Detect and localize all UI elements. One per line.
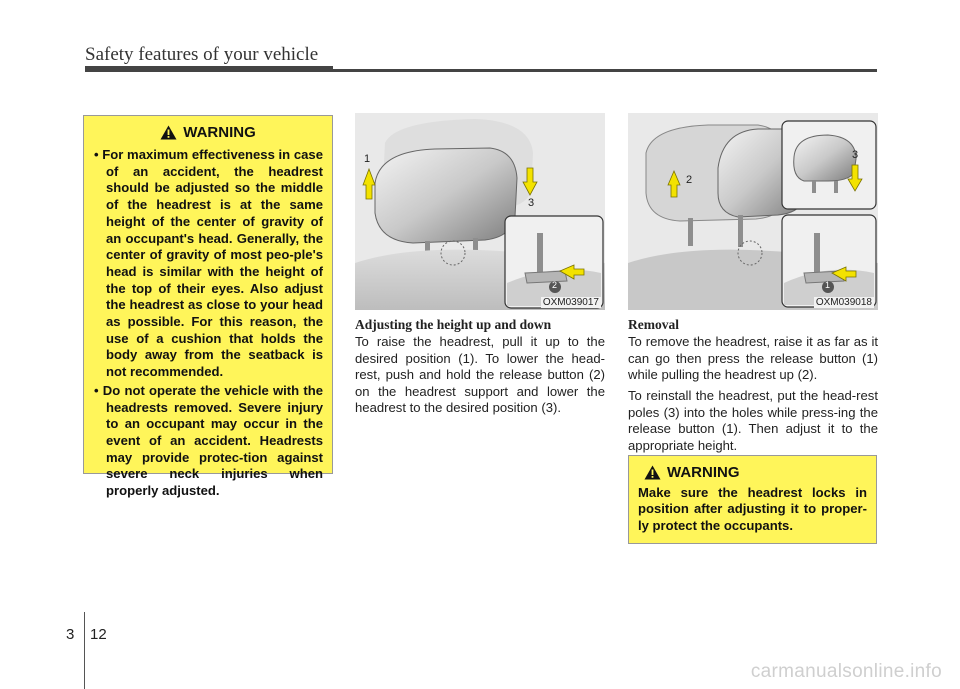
warning-heading-text: WARNING <box>667 464 740 481</box>
headrest-removal-illustration <box>628 113 878 310</box>
callout-3: 3 <box>852 149 859 161</box>
warning-text: Make sure the headrest locks in position after adjusting it to proper-ly protect the occupants. <box>638 485 867 533</box>
watermark: carmanualsonline.info <box>750 661 942 682</box>
warning-box-left <box>83 115 333 499</box>
warning-triangle-icon <box>644 465 661 480</box>
paragraph-adjust: To raise the headrest, pull it up to the desired position (1). To lower the head-rest, push and hold the release button (2) on the headrest support and lower the headrest to the desired position (3). <box>355 334 605 416</box>
callout-2: 2 <box>686 174 693 186</box>
paragraph-removal: To remove the headrest, raise it as far as it can go then press the release button (1) while pulling the headrest up (2). <box>628 334 878 383</box>
warning-triangle-icon <box>160 125 177 140</box>
warning-list <box>93 147 323 500</box>
header-rule <box>85 69 877 72</box>
headrest-removal-figure <box>628 113 878 310</box>
figure-code: OXM039018 <box>815 297 872 308</box>
warning-heading-right <box>638 464 867 481</box>
warning-box-right <box>628 455 877 544</box>
warning-item: • Do not operate the vehicle with the headrests removed. Severe injury to an occupant may occur in the event of an accident. Headrests may provide protec-tion against severe neck injuries when properly adjusted. <box>94 382 323 499</box>
section-title-adjust: Adjusting the height up and down <box>355 317 552 332</box>
warning-heading-left <box>93 124 323 141</box>
callout-3: 3 <box>528 197 535 209</box>
figure-code: OXM039017 <box>542 297 599 308</box>
chapter-number: 3 <box>66 626 75 643</box>
callout-1: 1 <box>825 280 831 290</box>
page-number: 12 <box>90 626 107 643</box>
warning-item: • For maximum effectiveness in case of an accident, the headrest should be adjusted so the middle of the headrest is at the same height of the center of gravity of an occupant's head. Generally, the center of gravity of most peo-ple's head is similar with the height of the top of their eyes. Also adjust the headrest as close to your head as possible. For this reason, the use of a cushion that holds the body away from the seatback is not recommended. <box>94 147 323 380</box>
page-divider <box>84 612 85 689</box>
headrest-adjust-illustration <box>355 113 605 310</box>
section-title-removal: Removal <box>628 317 679 332</box>
header-title: Safety features of your vehicle <box>85 44 319 65</box>
warning-heading-text: WARNING <box>183 124 256 141</box>
paragraph-reinstall: To reinstall the headrest, put the head-rest poles (3) into the holes while press-ing the release button (1). Then adjust it to the appropriate height. <box>628 388 878 453</box>
headrest-adjust-figure <box>355 113 605 310</box>
callout-2: 2 <box>552 280 558 290</box>
callout-1: 1 <box>364 153 371 165</box>
